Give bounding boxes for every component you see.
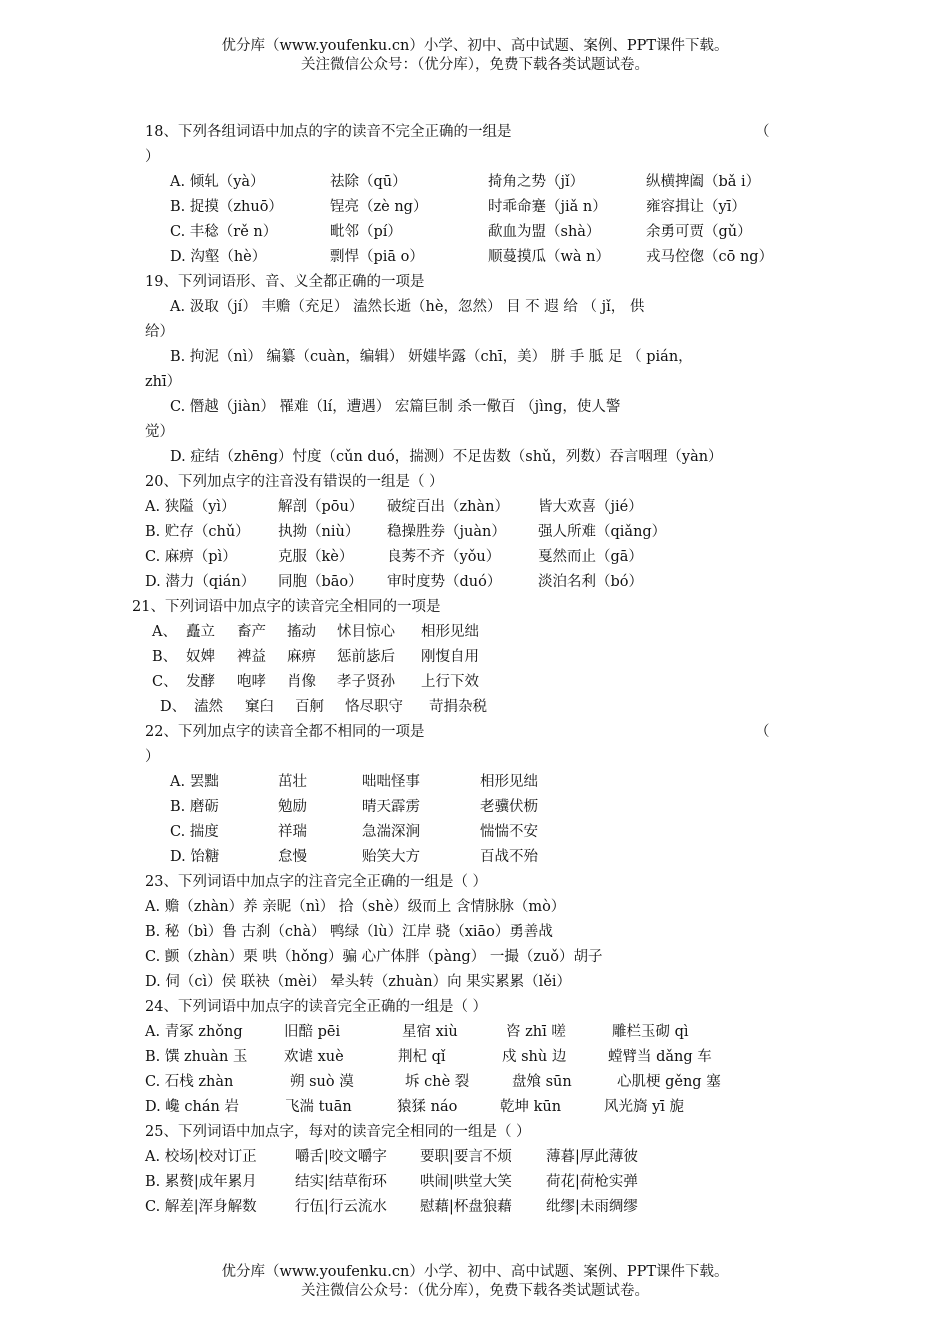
option-text: A. 汲取（jí） 丰赡（充足） 溘然长逝（hè，忽然） 目 不 遐 给 （ jǐ， 供 [170, 299, 645, 315]
option-item: 百战不殆 [480, 849, 538, 865]
option-item: 怵目惊心 [337, 624, 395, 640]
option-item: A. 青冢 zhǒng [145, 1024, 243, 1040]
header-line-2: 关注微信公众号：（优分库），免费下载各类试题试卷。 [301, 57, 649, 73]
option-item: 嚼舌|咬文嚼字 [295, 1149, 387, 1165]
option-item: 戍 shù 边 [502, 1049, 567, 1065]
option-item: 奴婢 [186, 649, 215, 665]
option-item: 审时度势（duó） [387, 574, 502, 590]
q18-stem [0, 120, 950, 145]
option-item: 皆大欢喜（jié） [538, 499, 643, 515]
option-item: 稳操胜券（juàn） [387, 524, 506, 540]
option-item: 相形见绌 [480, 774, 538, 790]
option-item: 螳臂当 dǎng 车 [608, 1049, 712, 1065]
option-item: 惩前毖后 [337, 649, 395, 665]
option-item: 朔 suò 漠 [290, 1074, 354, 1090]
q18-option-a [0, 170, 950, 195]
q19-option-b-wrap [0, 370, 950, 395]
option-item: 飞湍 tuān [285, 1099, 352, 1115]
q22-option-d [0, 845, 950, 870]
option-item: 祥瑞 [278, 824, 307, 840]
option-item: 荷花|荷枪实弹 [546, 1174, 638, 1190]
option-item: 掎角之势（jǐ） [488, 174, 585, 190]
q18-paren-close-line [0, 145, 950, 170]
q18-option-d [0, 245, 950, 270]
option-item: 结实|结草衔环 [295, 1174, 387, 1190]
option-item: 欢谑 xuè [284, 1049, 344, 1065]
option-item: 剽悍（piā o） [330, 249, 424, 265]
q19-option-b [0, 345, 950, 370]
option-item: 勉励 [278, 799, 307, 815]
footer-line-1: 优分库（www.youfenku.cn）小学、初中、高中试题、案例、PPT课件下载。 [221, 1264, 729, 1280]
option-item: 纵横捭阖（bǎ i） [646, 174, 761, 190]
option-item: 急湍深涧 [362, 824, 420, 840]
q23-stem [0, 870, 950, 895]
q22-option-a [0, 770, 950, 795]
option-item: 猿猱 náo [397, 1099, 458, 1115]
q22-stem [0, 720, 950, 745]
q21-option-c [0, 670, 950, 695]
option-item: 刚愎自用 [421, 649, 479, 665]
option-text-wrap: zhī） [145, 374, 182, 390]
option-item: 惴惴不安 [480, 824, 538, 840]
q21-option-b [0, 645, 950, 670]
q20-stem [0, 470, 950, 495]
option-item: 要职|要言不烦 [420, 1149, 512, 1165]
option-item: 怠慢 [278, 849, 307, 865]
q18-option-c [0, 220, 950, 245]
option-text: C. 颤（zhàn）栗 哄（hǒng）骗 心广体胖（pàng） 一撮（zuǒ）胡子 [145, 949, 603, 965]
q18-answer-paren-open: （ [755, 124, 770, 140]
option-item: C. 麻痹（pì） [145, 549, 237, 565]
option-item: C. 石栈 zhàn [145, 1074, 234, 1090]
option-item: 行伍|行云流水 [295, 1199, 387, 1215]
option-item: 良莠不齐（yǒu） [387, 549, 501, 565]
page-footer [0, 1263, 950, 1301]
option-item: 苛捐杂税 [429, 699, 487, 715]
q19-option-a-wrap [0, 320, 950, 345]
footer-line-2: 关注微信公众号：（优分库），免费下载各类试题试卷。 [301, 1283, 649, 1299]
option-item: 旧醅 pēi [284, 1024, 341, 1040]
option-item: 星宿 xiù [402, 1024, 458, 1040]
q23-option-c [0, 945, 950, 970]
option-item: B. 贮存（chǔ） [145, 524, 250, 540]
option-item: D. 潜力（qián） [145, 574, 256, 590]
q22-answer-paren-open: （ [755, 724, 770, 740]
q23-option-b [0, 920, 950, 945]
option-item: 戛然而止（gā） [538, 549, 643, 565]
q25-stem-text: 25、下列词语中加点字，每对的读音完全相同的一组是（ ） [145, 1124, 531, 1140]
option-text-wrap: 觉） [145, 424, 174, 440]
option-item: 薄暮|厚此薄彼 [546, 1149, 638, 1165]
option-item: B. 馔 zhuàn 玉 [145, 1049, 248, 1065]
option-item: 歃血为盟（shà） [488, 224, 601, 240]
option-item: 同胞（bāo） [278, 574, 363, 590]
q25-stem [0, 1120, 950, 1145]
option-text-wrap: 给） [145, 324, 174, 340]
q24-stem-text: 24、下列词语中加点字的读音完全正确的一组是（ ） [145, 999, 488, 1015]
option-label: A、 [152, 624, 177, 640]
option-item: 盘飧 sūn [512, 1074, 572, 1090]
option-item: D. 巉 chán 岩 [145, 1099, 239, 1115]
option-item: 祛除（qū） [330, 174, 407, 190]
q20-option-d [0, 570, 950, 595]
q24-option-a [0, 1020, 950, 1045]
option-item: 时乖命蹇（jiǎ n） [488, 199, 607, 215]
option-item: 强人所难（qiǎng） [538, 524, 667, 540]
q24-option-d [0, 1095, 950, 1120]
option-item: 晴天霹雳 [362, 799, 420, 815]
option-item: 顺蔓摸瓜（wà n） [488, 249, 611, 265]
option-item: D. 沟壑（hè） [170, 249, 267, 265]
option-item: 雍容揖让（yī） [646, 199, 746, 215]
q22-option-b [0, 795, 950, 820]
option-item: 破绽百出（zhàn） [387, 499, 509, 515]
option-item: 百舸 [295, 699, 324, 715]
option-item: 坼 chè 裂 [405, 1074, 470, 1090]
q23-option-d [0, 970, 950, 995]
page-header [0, 37, 950, 75]
q21-option-a [0, 620, 950, 645]
q19-stem-text: 19、下列词语形、音、义全都正确的一项是 [145, 274, 425, 290]
q20-option-c [0, 545, 950, 570]
q22-paren-close-line [0, 745, 950, 770]
option-text: D. 伺（cì）侯 联袂（mèi） 晕头转（zhuàn）向 果实累累（lěi） [145, 974, 572, 990]
question-list [0, 120, 950, 1220]
option-item: 咄咄怪事 [362, 774, 420, 790]
option-item: 执拗（niù） [278, 524, 360, 540]
option-item: 淡泊名利（bó） [538, 574, 644, 590]
option-item: 窠臼 [245, 699, 274, 715]
option-text: A. 赡（zhàn）养 亲昵（nì） 拾（shè）级而上 含情脉脉（mò） [145, 899, 566, 915]
q24-option-b [0, 1045, 950, 1070]
option-item: 恪尽职守 [345, 699, 403, 715]
q24-stem [0, 995, 950, 1020]
option-item: B. 累赘|成年累月 [145, 1174, 257, 1190]
option-item: 麻痹 [287, 649, 316, 665]
q23-stem-text: 23、下列词语中加点字的注音完全正确的一组是（ ） [145, 874, 488, 890]
option-item: 矗立 [186, 624, 215, 640]
q21-stem-text: 21、下列词语中加点字的读音完全相同的一项是 [132, 599, 441, 615]
option-item: C. 丰稔（rě n） [170, 224, 278, 240]
option-item: 哄闹|哄堂大笑 [420, 1174, 512, 1190]
option-item: A. 罢黜 [170, 774, 219, 790]
q19-option-a [0, 295, 950, 320]
q22-option-c [0, 820, 950, 845]
option-item: 余勇可贾（gǔ） [646, 224, 752, 240]
option-text: B. 拘泥（nì） 编纂（cuàn，编辑） 妍媸毕露（chī，美） 胼 手 胝 足 （ pián， [170, 349, 693, 365]
q20-option-a [0, 495, 950, 520]
q19-option-c [0, 395, 950, 420]
option-item: 发酵 [186, 674, 215, 690]
q18-answer-paren-close: ） [145, 149, 160, 165]
option-item: B. 磨砺 [170, 799, 219, 815]
q19-stem [0, 270, 950, 295]
option-item: A. 校场|校对订正 [145, 1149, 257, 1165]
option-item: 肖像 [287, 674, 316, 690]
q25-option-b [0, 1170, 950, 1195]
option-item: 心肌梗 gěng 塞 [617, 1074, 721, 1090]
q20-stem-text: 20、下列加点字的注音没有错误的一组是（ ） [145, 474, 444, 490]
option-item: 乾坤 kūn [500, 1099, 562, 1115]
q21-stem [0, 595, 950, 620]
q22-answer-paren-close: ） [145, 749, 160, 765]
option-item: 裨益 [237, 649, 266, 665]
option-item: 戎马倥偬（cō ng） [646, 249, 774, 265]
q19-option-c-wrap [0, 420, 950, 445]
option-item: D. 饴糖 [170, 849, 220, 865]
option-item: 搐动 [287, 624, 316, 640]
option-item: 纰缪|未雨绸缪 [546, 1199, 638, 1215]
option-item: 锃亮（zè ng） [330, 199, 428, 215]
q18-option-b [0, 195, 950, 220]
option-label: D、 [160, 699, 187, 715]
q21-option-d [0, 695, 950, 720]
option-item: 老骥伏枥 [480, 799, 538, 815]
q25-option-c [0, 1195, 950, 1220]
option-item: 畜产 [237, 624, 266, 640]
option-item: 咆哮 [237, 674, 266, 690]
option-item: 荆杞 qǐ [398, 1049, 446, 1065]
option-item: 雕栏玉砌 qì [612, 1024, 689, 1040]
option-item: 慰藉|杯盘狼藉 [420, 1199, 512, 1215]
option-label: B、 [152, 649, 178, 665]
option-item: 茁壮 [278, 774, 307, 790]
option-item: 溘然 [194, 699, 223, 715]
q23-option-a [0, 895, 950, 920]
option-item: 咨 zhī 嗟 [506, 1024, 566, 1040]
q18-stem-text: 18、下列各组词语中加点的字的读音不完全正确的一组是 [145, 124, 512, 140]
header-line-1: 优分库（www.youfenku.cn）小学、初中、高中试题、案例、PPT课件下载。 [221, 38, 729, 54]
option-item: A. 倾轧（yà） [170, 174, 265, 190]
q25-option-a [0, 1145, 950, 1170]
q22-stem-text: 22、下列加点字的读音全都不相同的一项是 [145, 724, 425, 740]
q19-option-d [0, 445, 950, 470]
option-item: 毗邻（pí） [330, 224, 402, 240]
option-item: C. 解差|浑身解数 [145, 1199, 257, 1215]
option-item: 克服（kè） [278, 549, 354, 565]
option-item: 相形见绌 [421, 624, 479, 640]
option-item: 解剖（pōu） [278, 499, 364, 515]
option-label: C、 [152, 674, 178, 690]
option-text: D. 症结（zhēng）忖度（cǔn duó，揣测）不足齿数（shǔ，列数）吞言咽理（yàn） [170, 449, 723, 465]
option-item: A. 狭隘（yì） [145, 499, 236, 515]
q20-option-b [0, 520, 950, 545]
option-item: 风光旖 yī 旎 [604, 1099, 685, 1115]
option-text: B. 秘（bì）鲁 古刹（chà） 鸭绿（lù）江岸 骁（xiāo）勇善战 [145, 924, 553, 940]
option-item: B. 捉摸（zhuō） [170, 199, 283, 215]
q24-option-c [0, 1070, 950, 1095]
option-item: C. 揣度 [170, 824, 219, 840]
option-item: 孝子贤孙 [337, 674, 395, 690]
option-text: C. 僭越（jiàn） 罹难（lí，遭遇） 宏篇巨制 杀一儆百 （jìng，使人警 [170, 399, 621, 415]
option-item: 上行下效 [421, 674, 479, 690]
option-item: 贻笑大方 [362, 849, 420, 865]
